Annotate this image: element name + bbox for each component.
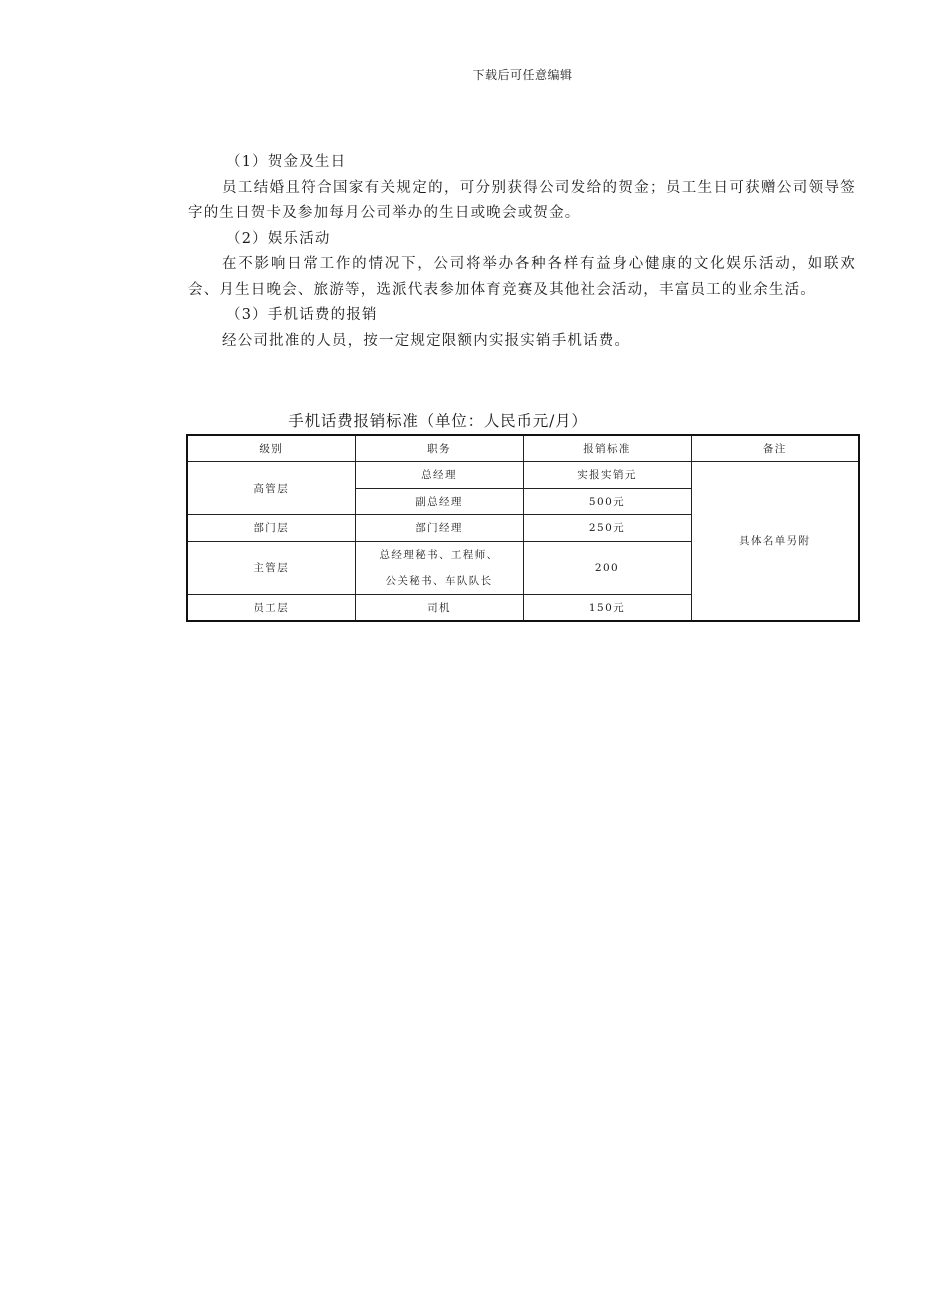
header-position: 职务 (355, 435, 523, 462)
standard-cell: 250元 (523, 515, 691, 542)
position-cell: 总经理 (355, 462, 523, 489)
table-header-row (187, 435, 859, 462)
standard-cell: 实报实销元 (523, 462, 691, 489)
section-body-congrats: 员工结婚且符合国家有关规定的，可分别获得公司发给的贺金；员工生日可获赠公司领导签字的生日贺卡及参加每月公司举办的生日或晚会或贺金。 (188, 179, 856, 221)
level-cell: 员工层 (187, 594, 355, 621)
section-heading-congrats: （1）贺金及生日 (226, 154, 347, 170)
level-cell: 部门层 (187, 515, 355, 542)
standard-cell: 150元 (523, 594, 691, 621)
position-cell: 副总经理 (355, 488, 523, 515)
phone-reimbursement-table (186, 434, 860, 622)
header-note: 备注 (691, 435, 859, 462)
standard-cell: 200 (523, 541, 691, 594)
header-level: 级别 (187, 435, 355, 462)
standard-cell: 500元 (523, 488, 691, 515)
position-cell (355, 541, 523, 594)
position-line-2: 公关秘书、车队队长 (385, 574, 493, 587)
section-heading-phone-reimbursement: （3）手机话费的报销 (226, 307, 378, 323)
note-cell: 具体名单另附 (691, 462, 859, 621)
header-note: 下载后可任意编辑 (472, 68, 573, 82)
level-cell: 主管层 (187, 541, 355, 594)
position-cell: 部门经理 (355, 515, 523, 542)
section-body-entertainment: 在不影响日常工作的情况下，公司将举办各种各样有益身心健康的文化娱乐活动，如联欢会、月生日晚会、旅游等，选派代表参加体育竞赛及其他社会活动，丰富员工的业余生活。 (188, 256, 856, 298)
position-line-1: 总经理秘书、工程师、 (379, 548, 499, 561)
document-body (188, 150, 856, 354)
table-row (187, 462, 859, 489)
table-caption: 手机话费报销标准（单位：人民币元/月） (288, 412, 588, 430)
level-cell: 高管层 (187, 462, 355, 515)
header-standard: 报销标准 (523, 435, 691, 462)
section-heading-entertainment: （2）娱乐活动 (226, 230, 331, 247)
section-body-phone-reimbursement: 经公司批准的人员，按一定规定限额内实报实销手机话费。 (222, 332, 631, 349)
position-cell: 司机 (355, 594, 523, 621)
